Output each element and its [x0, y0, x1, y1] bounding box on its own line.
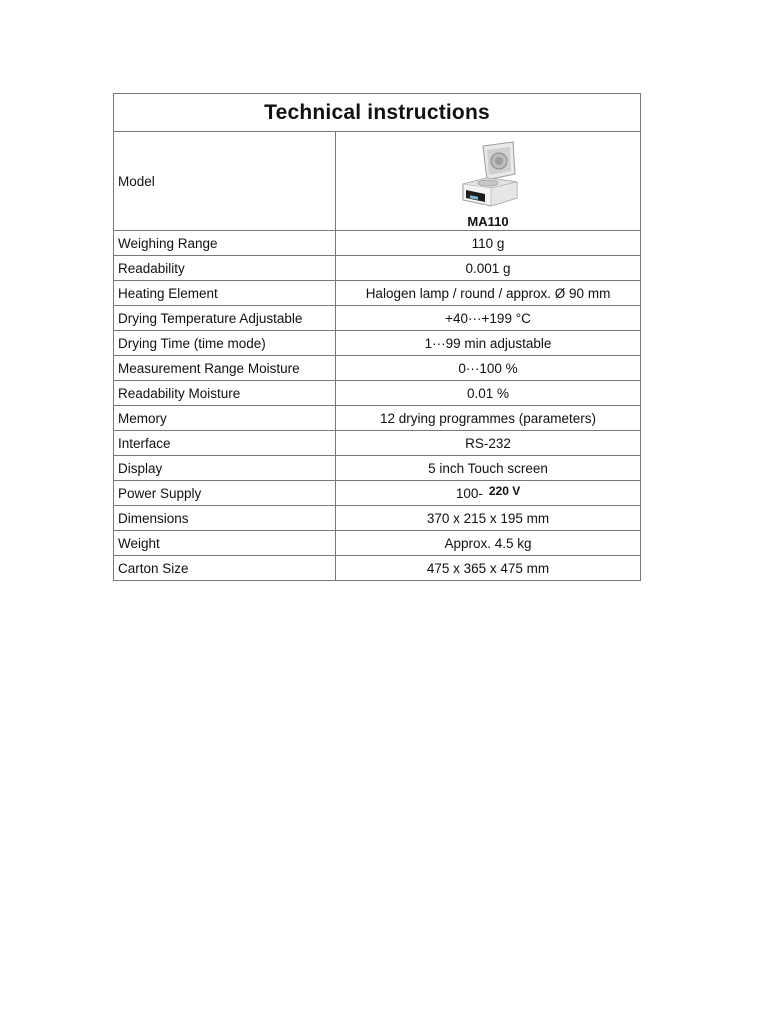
model-label: Model [114, 132, 336, 231]
spec-label: Heating Element [114, 281, 336, 306]
spec-value: Approx. 4.5 kg [336, 531, 641, 556]
spec-label: Interface [114, 431, 336, 456]
spec-value: 0.001 g [336, 256, 641, 281]
spec-label: Memory [114, 406, 336, 431]
spec-value [336, 481, 641, 506]
spec-value: 110 g [336, 231, 641, 256]
spec-row-display [114, 456, 641, 481]
model-cell [336, 132, 641, 231]
moisture-analyzer-icon [457, 140, 521, 208]
spec-label: Weight [114, 531, 336, 556]
spec-row-carton-size [114, 556, 641, 581]
spec-row-power-supply [114, 481, 641, 506]
spec-label: Carton Size [114, 556, 336, 581]
model-row [114, 132, 641, 231]
power-range-voltage: 220 V [488, 483, 521, 498]
spec-row-weight [114, 531, 641, 556]
power-range-prefix: 100- [455, 485, 483, 501]
spec-row-interface [114, 431, 641, 456]
spec-value: 370 x 215 x 195 mm [336, 506, 641, 531]
table-title: Technical instructions [114, 94, 641, 132]
spec-label: Display [114, 456, 336, 481]
spec-row-readability-moisture [114, 381, 641, 406]
spec-label: Readability Moisture [114, 381, 336, 406]
spec-label: Power Supply [114, 481, 336, 506]
spec-label: Measurement Range Moisture [114, 356, 336, 381]
spec-value: 5 inch Touch screen [336, 456, 641, 481]
spec-row-weighing-range [114, 231, 641, 256]
spec-row-measurement-range-moisture [114, 356, 641, 381]
model-name: MA110 [467, 214, 509, 229]
spec-row-drying-time-time-mode [114, 331, 641, 356]
spec-label: Readability [114, 256, 336, 281]
spec-value: 12 drying programmes (parameters) [336, 406, 641, 431]
spec-row-memory [114, 406, 641, 431]
spec-label: Drying Time (time mode) [114, 331, 336, 356]
spec-value: +40···+199 °C [336, 306, 641, 331]
spec-row-dimensions [114, 506, 641, 531]
spec-label: Drying Temperature Adjustable [114, 306, 336, 331]
spec-table [113, 93, 641, 581]
spec-value: 1···99 min adjustable [336, 331, 641, 356]
title-row [114, 94, 641, 132]
spec-row-drying-temperature-adjustable [114, 306, 641, 331]
spec-label: Weighing Range [114, 231, 336, 256]
spec-row-heating-element [114, 281, 641, 306]
spec-value: 0.01 % [336, 381, 641, 406]
spec-value: 0···100 % [336, 356, 641, 381]
spec-value: RS-232 [336, 431, 641, 456]
spec-row-readability [114, 256, 641, 281]
spec-value: Halogen lamp / round / approx. Ø 90 mm [336, 281, 641, 306]
spec-label: Dimensions [114, 506, 336, 531]
spec-value: 475 x 365 x 475 mm [336, 556, 641, 581]
